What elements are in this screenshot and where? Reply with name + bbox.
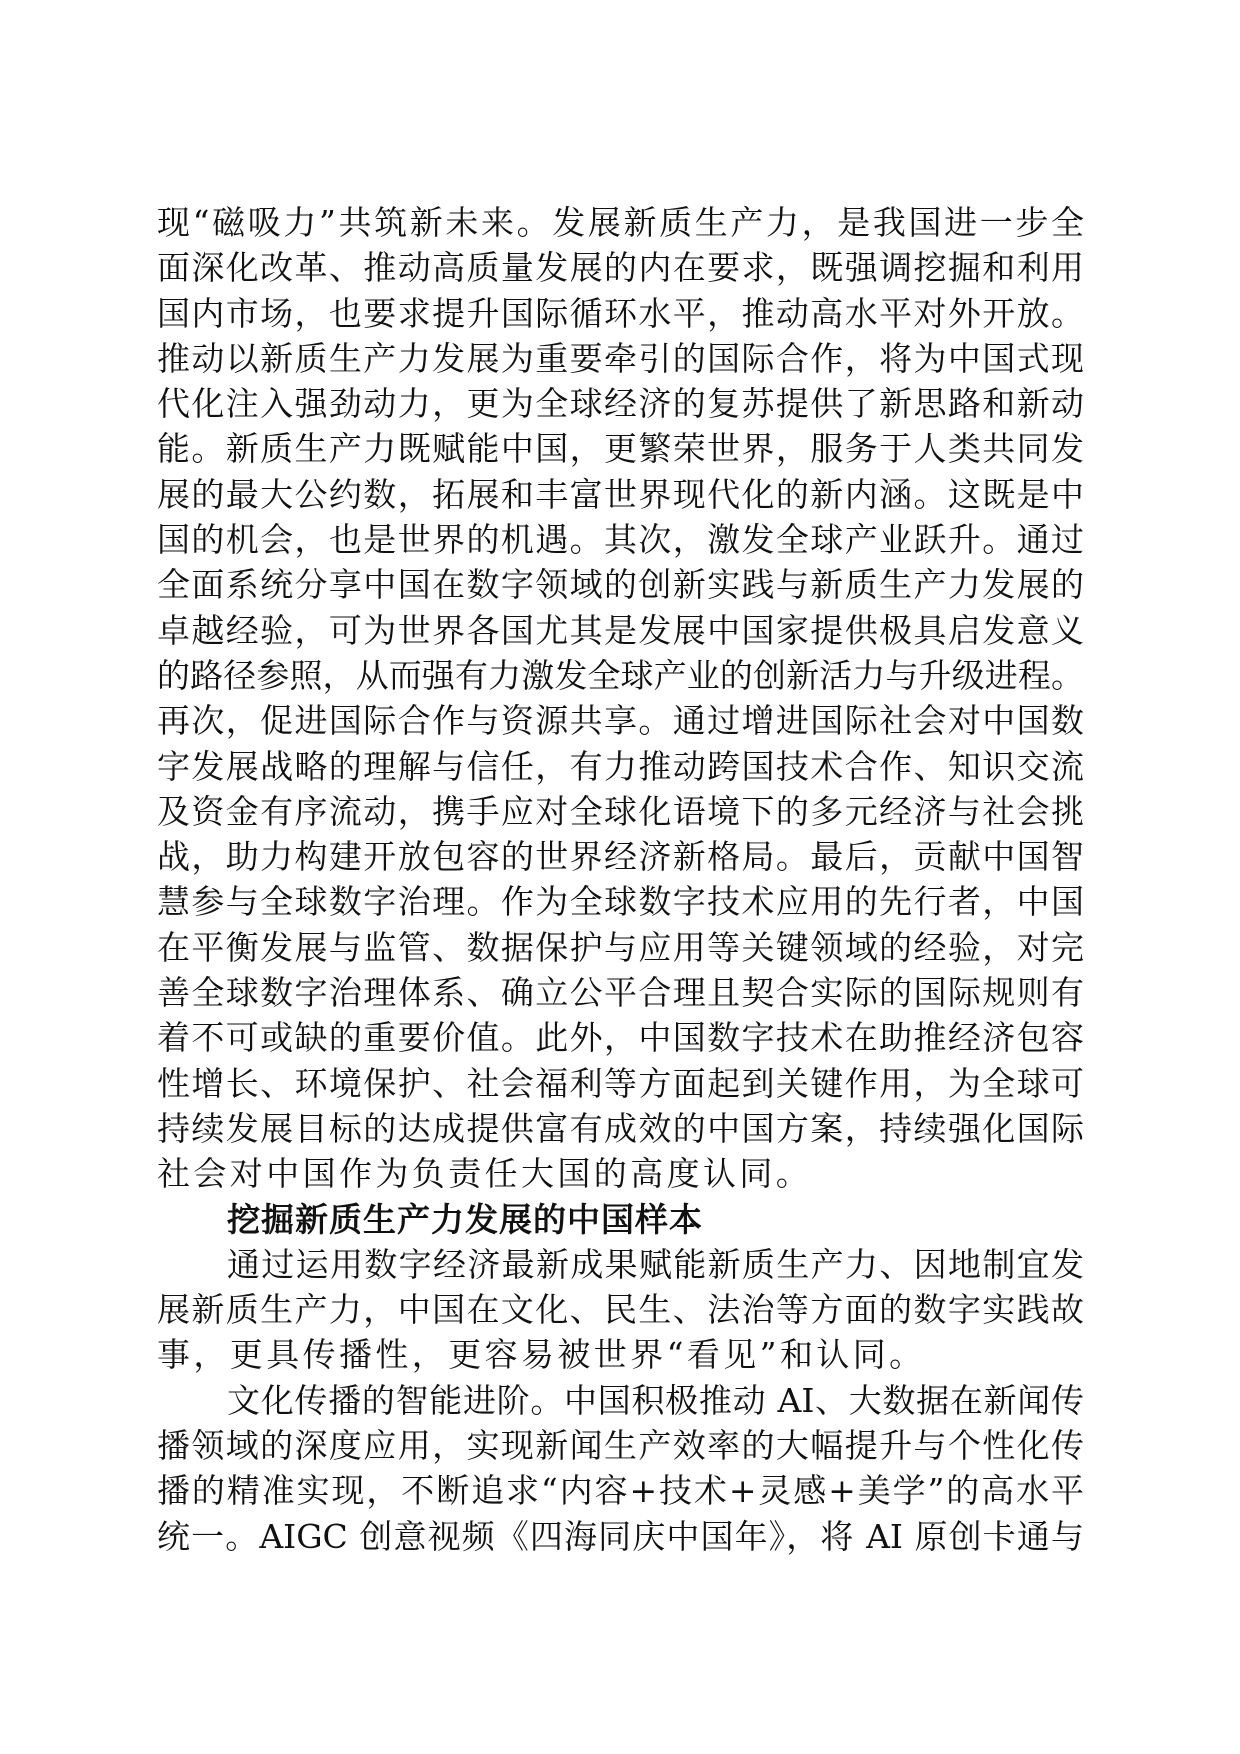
text-line: 卓越经验，可为世界各国尤其是发展中国家提供极具启发意义 [157, 610, 1084, 650]
text-line: 的路径参照，从而强有力激发全球产业的创新活力与升级进程。 [157, 655, 1084, 695]
text-line: 推动以新质生产力发展为重要牵引的国际合作，将为中国式现 [157, 338, 1084, 378]
text-line: 现“磁吸力”共筑新未来。发展新质生产力，是我国进一步全 [157, 203, 1084, 242]
paragraph-2 [157, 1242, 1084, 1378]
section-heading: 挖掘新质生产力发展的中国样本 [227, 1199, 703, 1239]
paragraph-1 [157, 200, 1084, 1197]
paragraph-3 [157, 1378, 1084, 1559]
text-line: 字发展战略的理解与信任，有力推动跨国技术合作、知识交流 [157, 746, 1084, 786]
text-line: 着不可或缺的重要价值。此外，中国数字技术在助推经济包容 [157, 1018, 1084, 1058]
text-line: 文化传播的智能进阶。中国积极推动 AI、大数据在新闻传 [227, 1380, 1084, 1420]
text-line: 代化注入强劲动力，更为全球经济的复苏提供了新思路和新动 [157, 384, 1084, 424]
text-line: 持续发展目标的达成提供富有成效的中国方案，持续强化国际 [157, 1108, 1084, 1148]
text-line: 战，助力构建开放包容的世界经济新格局。最后，贡献中国智 [157, 837, 1084, 877]
text-line: 展的最大公约数，拓展和丰富世界现代化的新内涵。这既是中 [157, 474, 1084, 514]
text-line: 统一。AIGC 创意视频《四海同庆中国年》，将 AI 原创卡通与 [157, 1516, 1084, 1556]
text-line: 事，更具传播性，更容易被世界“看见”和认同。 [157, 1335, 926, 1375]
text-line: 慧参与全球数字治理。作为全球数字技术应用的先行者，中国 [157, 882, 1084, 922]
text-line: 再次，促进国际合作与资源共享。通过增进国际社会对中国数 [157, 701, 1084, 741]
document-page [157, 200, 1084, 1559]
text-line: 通过运用数字经济最新成果赋能新质生产力、因地制宜发 [227, 1244, 1084, 1284]
text-line: 面深化改革、推动高质量发展的内在要求，既强调挖掘和利用 [157, 248, 1084, 288]
text-line: 及资金有序流动，携手应对全球化语境下的多元经济与社会挑 [157, 791, 1084, 831]
text-line: 在平衡发展与监管、数据保护与应用等关键领域的经验，对完 [157, 927, 1084, 967]
text-line: 性增长、环境保护、社会福利等方面起到关键作用，为全球可 [157, 1063, 1084, 1103]
text-line: 善全球数字治理体系、确立公平合理且契合实际的国际规则有 [157, 973, 1084, 1013]
text-line: 能。新质生产力既赋能中国，更繁荣世界，服务于人类共同发 [157, 429, 1084, 469]
text-line: 播的精准实现，不断追求“内容+技术+灵感+美学”的高水平 [157, 1471, 1084, 1511]
text-line: 国的机会，也是世界的机遇。其次，激发全球产业跃升。通过 [157, 520, 1084, 560]
text-line: 国内市场，也要求提升国际循环水平，推动高水平对外开放。 [157, 293, 1084, 333]
text-line: 播领域的深度应用，实现新闻生产效率的大幅提升与个性化传 [157, 1426, 1084, 1466]
text-line: 展新质生产力，中国在文化、民生、法治等方面的数字实践故 [157, 1290, 1084, 1330]
text-line: 社会对中国作为负责任大国的高度认同。 [157, 1154, 813, 1194]
text-line: 全面系统分享中国在数字领域的创新实践与新质生产力发展的 [157, 565, 1084, 605]
